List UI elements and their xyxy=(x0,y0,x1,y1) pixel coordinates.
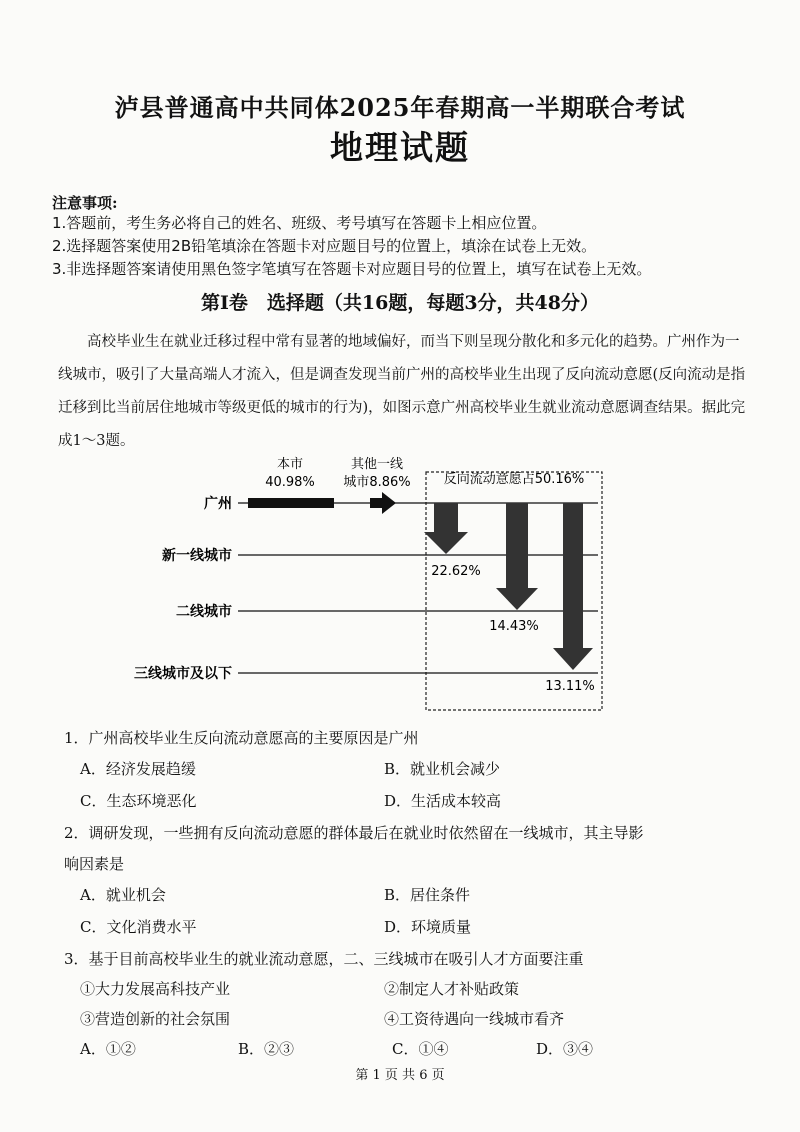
question-1-stem: 1．广州高校毕业生反向流动意愿高的主要原因是广州 xyxy=(64,729,419,747)
section-title: 第Ⅰ卷 选择题（共16题，每题3分，共48分） xyxy=(201,292,599,314)
question-3-statement-1: ①大力发展高科技产业 xyxy=(80,980,231,998)
question-3-option-b: B．②③ xyxy=(238,1040,295,1058)
question-2-stem-line1: 2．调研发现，一些拥有反向流动意愿的群体最后在就业时依然留在一线城市，其主导影 xyxy=(64,824,644,842)
question-3-option-c: C．①④ xyxy=(392,1040,449,1058)
label-local-line1: 本市 xyxy=(276,457,304,472)
row-label-guangzhou: 广州 xyxy=(204,496,232,512)
migration-diagram xyxy=(134,450,620,715)
bar-local xyxy=(248,498,334,508)
page-footer: 第 1 页 共 6 页 xyxy=(355,1068,445,1083)
value-new-tier1: 22.62% xyxy=(431,564,481,579)
value-tier3: 13.11% xyxy=(545,679,595,694)
arrow-other-tier1 xyxy=(370,492,396,514)
question-2-option-a: A．就业机会 xyxy=(80,886,166,904)
question-3-statement-4: ④工资待遇向一线城市看齐 xyxy=(384,1010,565,1028)
row-label-tier2: 二线城市 xyxy=(176,604,232,620)
question-2-option-c: C．文化消费水平 xyxy=(80,918,197,936)
value-tier2: 14.43% xyxy=(489,619,539,634)
question-3-statement-3: ③营造创新的社会氛围 xyxy=(80,1010,231,1028)
note-item-3: 3.非选择题答案请使用黑色签字笔填写在答题卡对应题目号的位置上，填写在试卷上无效。 xyxy=(52,260,652,278)
question-3-stem: 3．基于目前高校毕业生的就业流动意愿，二、三线城市在吸引人才方面要注重 xyxy=(64,950,584,968)
label-local-line2: 40.98% xyxy=(265,475,315,490)
question-2-stem-line2: 响因素是 xyxy=(64,855,125,873)
question-2-option-d: D．环境质量 xyxy=(384,918,472,936)
notes-heading: 注意事项: xyxy=(52,194,118,212)
question-1-option-c: C．生态环境恶化 xyxy=(80,792,197,810)
note-item-2: 2.选择题答案使用2B铅笔填涂在答题卡对应题目号的位置上，填涂在试卷上无效。 xyxy=(52,237,597,255)
question-3-option-a: A．①② xyxy=(80,1040,136,1058)
question-1-option-b: B．就业机会减少 xyxy=(384,760,501,778)
row-label-new-tier1: 新一线城市 xyxy=(162,548,232,564)
question-1-option-d: D．生活成本较高 xyxy=(384,792,502,810)
label-reverse-flow: 反向流动意愿占50.16% xyxy=(443,472,585,487)
note-item-1: 1.答题前，考生务必将自己的姓名、班级、考号填写在答题卡上相应位置。 xyxy=(52,214,547,232)
subject-title: 地理试题 xyxy=(330,128,470,167)
question-1-option-a: A．经济发展趋缓 xyxy=(80,760,196,778)
question-3-option-d: D．③④ xyxy=(536,1040,594,1058)
row-label-tier3: 三线城市及以下 xyxy=(134,666,232,682)
question-2-option-b: B．居住条件 xyxy=(384,886,471,904)
arrow-new-tier1 xyxy=(424,503,468,554)
label-other-line1: 其他一线 xyxy=(350,457,404,472)
arrow-tier3 xyxy=(553,503,593,670)
label-other-line2: 城市8.86% xyxy=(343,475,411,490)
exam-title: 泸县普通高中共同体2025年春期高一半期联合考试 xyxy=(114,93,686,122)
question-3-statement-2: ②制定人才补贴政策 xyxy=(384,980,520,998)
passage-text: 高校毕业生在就业迁移过程中常有显著的地域偏好，而当下则呈现分散化和多元化的趋势。广州作为一线城市，吸引了大量高端人才流入，但是调查发现当前广州的高校毕业生出现了反向流动意愿(反向流动是指迁移到比当前居住地城市等级更低的城市的行为)，如图示意广州高校毕业生就业流动意愿调查结果。据此完成1～3题。 xyxy=(58,334,746,449)
arrow-tier2 xyxy=(496,503,538,610)
